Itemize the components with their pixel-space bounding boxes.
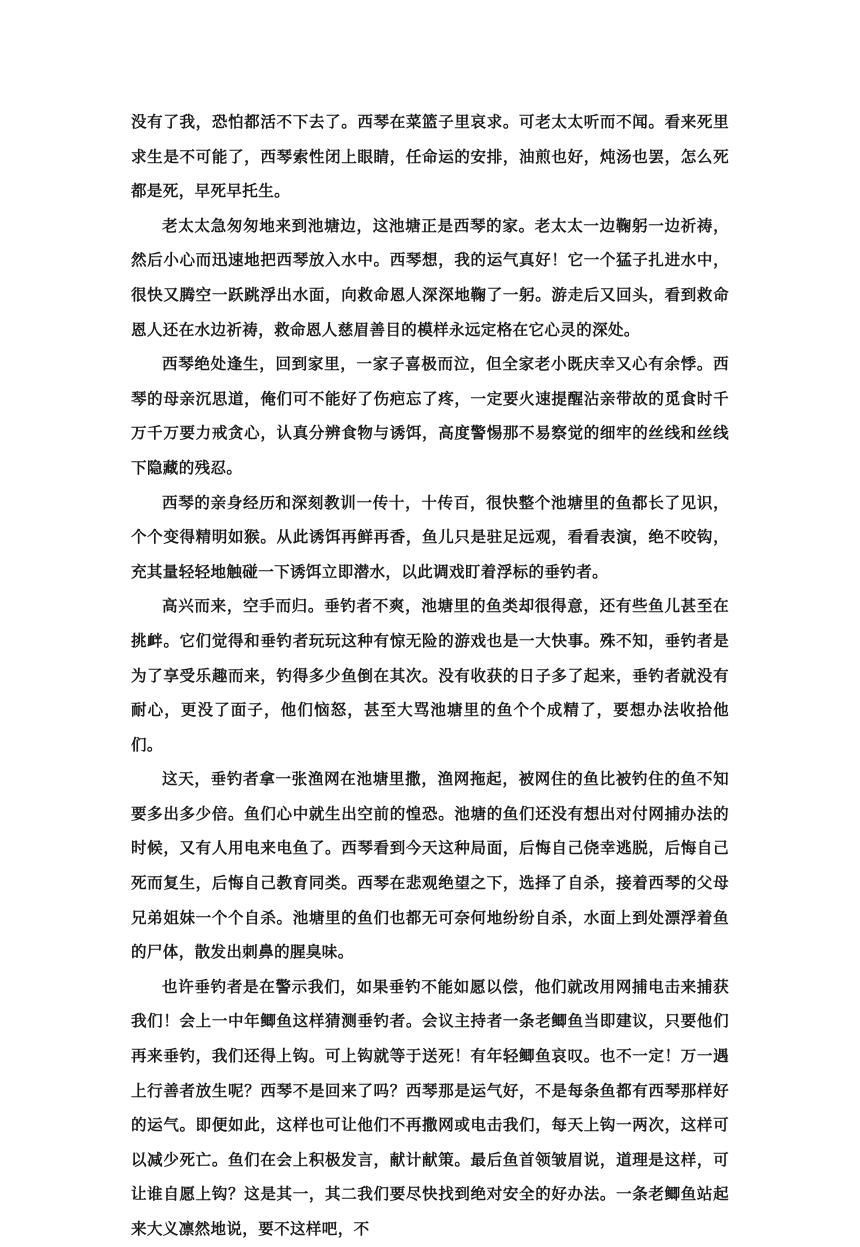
- paragraph: 这天，垂钓者拿一张渔网在池塘里撒，渔网拖起，被网住的鱼比被钓住的鱼不知要多出多少倍。鱼们心中就生出空前的惶恐。池塘的鱼们还没有想出对付网捕办法的时候，又有人用电来电鱼了。西琴看到今天这种局面，后悔自己侥幸逃脱，后悔自己死而复生，后悔自己教育同类。西琴在悲观绝望之下，选择了自杀，接着西琴的父母兄弟姐妹一个个自杀。池塘里的鱼们也都无可奈何地纷纷自杀，水面上到处漂浮着鱼的尸体，散发出刺鼻的腥臭味。: [131, 769, 729, 962]
- document-body: [131, 105, 729, 1247]
- paragraph: 西琴绝处逢生，回到家里，一家子喜极而泣，但全家老小既庆幸又心有余悸。西琴的母亲沉思道，俺们可不能好了伤疤忘了疼，一定要火速提醒沾亲带故的觅食时千万千万要力戒贪心，认真分辨食物与诱饵，高度警惕那不易察觉的细牢的丝线和丝线下隐藏的残忍。: [131, 354, 729, 477]
- paragraph: 老太太急匆匆地来到池塘边，这池塘正是西琴的家。老太太一边鞠躬一边祈祷，然后小心而迅速地把西琴放入水中。西琴想，我的运气真好！它一个猛子扎进水中，很快又腾空一跃跳浮出水面，向救命恩人深深地鞠了一躬。游走后又回头，看到救命恩人还在水边祈祷，救命恩人慈眉善目的模样永远定格在它心灵的深处。: [131, 215, 729, 339]
- paragraph: 高兴而来，空手而归。垂钓者不爽，池塘里的鱼类却很得意，还有些鱼儿甚至在挑衅。它们觉得和垂钓者玩玩这种有惊无险的游戏也是一大快事。殊不知，垂钓者是为了享受乐趣而来，钓得多少鱼倒在其次。没有收获的日子多了起来，垂钓者就没有耐心，更没了面子，他们恼怒，甚至大骂池塘里的鱼个个成精了，要想办法收拾他们。: [131, 596, 729, 754]
- paragraph: 也许垂钓者是在警示我们，如果垂钓不能如愿以偿，他们就改用网捕电击来捕获我们！会上一中年鲫鱼这样猜测垂钓者。会议主持者一条老鲫鱼当即建议，只要他们再来垂钓，我们还得上钩。可上钩就等于送死！有年轻鲫鱼哀叹。也不一定！万一遇上行善者放生呢？西琴不是回来了吗？西琴那是运气好，不是每条鱼都有西琴那样好的运气。即便如此，这样也可让他们不再撒网或电击我们，每天上钩一两次，这样可以减少死亡。鱼们在会上积极发言，献计献策。最后鱼首领皱眉说，道理是这样，可让谁自愿上钩？这是其一，其二我们要尽快找到绝对安全的好办法。一条老鲫鱼站起来大义凛然地说，要不这样吧，不: [131, 976, 729, 1238]
- paragraph: 没有了我，恐怕都活不下去了。西琴在菜篮子里哀求。可老太太听而不闻。看来死里求生是不可能了，西琴索性闭上眼睛，任命运的安排，油煎也好，炖汤也罢，怎么死都是死，早死早托生。: [131, 112, 729, 201]
- paragraph: 西琴的亲身经历和深刻教训一传十，十传百，很快整个池塘里的鱼都长了见识，个个变得精明如猴。从此诱饵再鲜再香，鱼儿只是驻足远观，看看表演，绝不咬钩，充其量轻轻地触碰一下诱饵立即潜水，以此调戏盯着浮标的垂钓者。: [131, 492, 729, 581]
